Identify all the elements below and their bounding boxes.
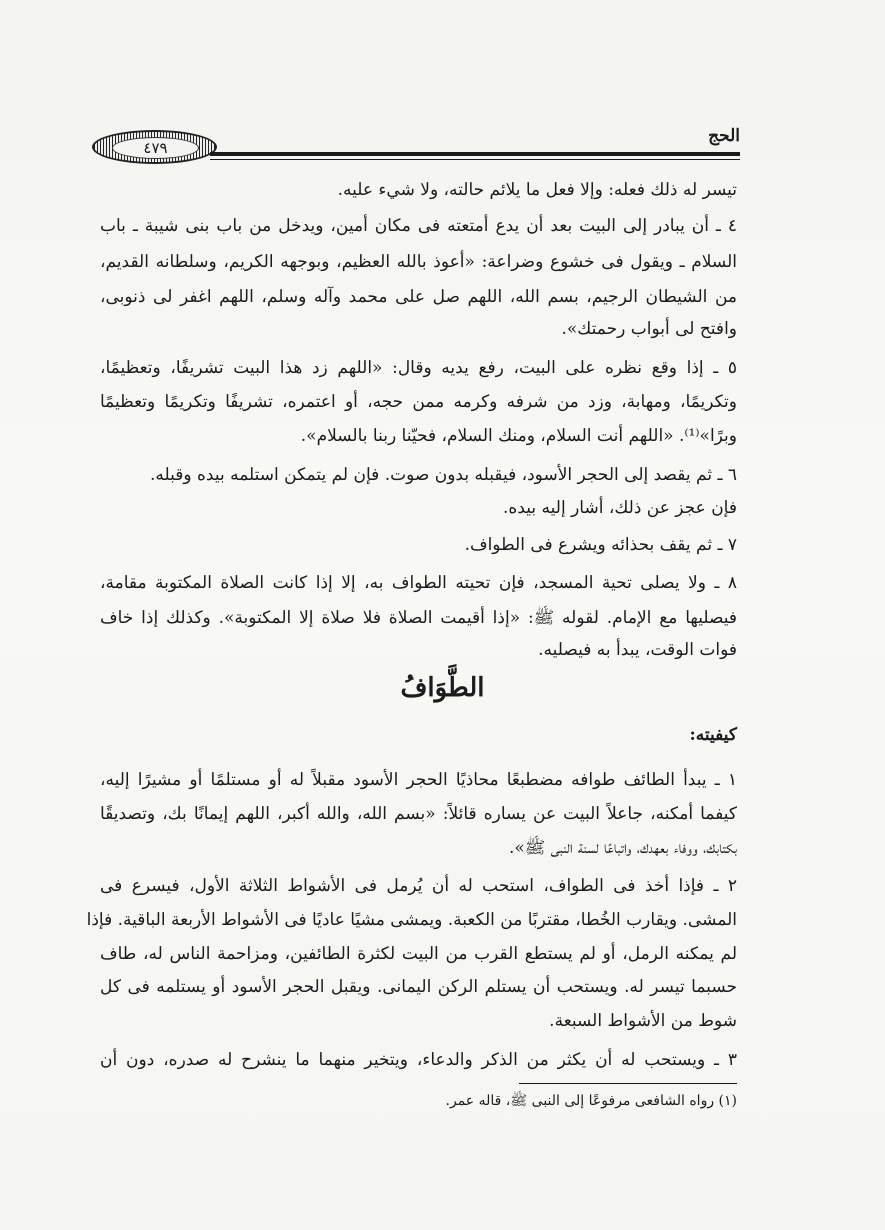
text-line: ١ ـ يبدأ الطائف طوافه مضطبعًا محاذيًا الحجر الأسود مقبلاً له أو مستلمًا أو مشيرًا إليه، — [100, 770, 737, 790]
text-line: بكتابك، ووفاء بعهدك، واتباعًا لسنة النبى ﷺ». — [508, 838, 737, 858]
text-line: تيسر له ذلك فعله: وإلا فعل ما يلائم حالته، ولا شيء عليه. — [337, 180, 737, 200]
header-rule — [210, 152, 740, 156]
text-line: فوات الوقت، يبدأ به فيصليه. — [538, 640, 737, 660]
text-line: وتكريمًا، ومهابة، وزد من شرفه وكرمه ممن حجه، أو اعتمره، تشريفًا وتكريمًا وتعظيمًا — [100, 392, 737, 412]
page-number: ٤٧٩ — [112, 137, 199, 159]
text-line: من الشيطان الرجيم، بسم الله، اللهم صل على محمد وآله وسلم، اللهم اغفر لى ذنوبى، — [100, 287, 737, 307]
text-line: ٧ ـ ثم يقف بحذائه ويشرع فى الطواف. — [464, 535, 737, 555]
text-line: شوط من الأشواط السبعة. — [549, 1011, 737, 1031]
text-line: السلام ـ ويقول فى خشوع وضراعة: «أعوذ بالله العظيم، وبوجهه الكريم، وسلطانه القديم، — [100, 252, 737, 272]
text-line: ٤ ـ أن يبادر إلى البيت بعد أن يدع أمتعته فى مكان أمين، ويدخل من باب بنى شيبة ـ باب — [100, 216, 737, 236]
page-number-ornament — [92, 130, 217, 164]
footnote: (١) رواه الشافعى مرفوعًا إلى النبى ﷺ، قاله عمر. — [445, 1093, 737, 1109]
text-line: ٢ ـ فإذا أخذ فى الطواف، استحب له أن يُرمل فى الأشواط الثلاثة الأول، فيسرع فى — [100, 876, 737, 896]
text-line: وافتح لى أبواب رحمتك». — [561, 319, 737, 339]
text-line: حسبما تيسر له. ويستحب أن يستلم الركن اليمانى. ويقبل الحجر الأسود أو يستلمه فى كل — [100, 977, 737, 997]
footnote-rule — [519, 1083, 737, 1084]
page-header — [92, 118, 740, 168]
text-line: ٥ ـ إذا وقع نظره على البيت، رفع يديه وقال: «اللهم زد هذا البيت تشريفًا، وتعظيمًا، — [100, 358, 737, 378]
text-line: ٦ ـ ثم يقصد إلى الحجر الأسود، فيقبله بدون صوت. فإن لم يتمكن استلمه بيده وقبله. — [150, 465, 737, 485]
text-line: ٨ ـ ولا يصلى تحية المسجد، فإن تحيته الطواف به، إلا إذا كانت الصلاة المكتوبة مقامة، — [100, 573, 737, 593]
subheading: كيفيته: — [689, 725, 737, 745]
text-line: فيصليها مع الإمام. لقوله ﷺ: «إذا أقيمت الصلاة فلا صلاة إلا المكتوبة». وكذلك إذا خاف — [100, 608, 737, 628]
text-line: ٣ ـ ويستحب له أن يكثر من الذكر والدعاء، ويتخير منهما ما ينشرح له صدره، دون أن — [100, 1050, 737, 1070]
chapter-title: الحج — [708, 126, 740, 146]
text-line: لم يمكنه الرمل، أو لم يستطع القرب من البيت لكثرة الطائفين، ومزاحمة الناس له، طاف — [100, 944, 737, 964]
section-title: الطَّوَافُ — [400, 673, 485, 703]
text-line: المشى. ويقارب الخُطا، مقتربًا من الكعبة. ويمشى مشيًا عاديًا فى الأشواط الأربعة الباقية. فإذا — [86, 910, 737, 930]
header-rule-thin — [210, 159, 740, 160]
text-line: وبرًا»⁽¹⁾. «اللهم أنت السلام، ومنك السلام، فحيّنا ربنا بالسلام». — [300, 426, 737, 446]
text-line: فإن عجز عن ذلك، أشار إليه بيده. — [503, 498, 737, 518]
text-line: كيفما أمكنه، جاعلاً البيت عن يساره قائلاً: «بسم الله، والله أكبر، اللهم إيمانًا بك، وتصديقًا — [100, 804, 737, 824]
